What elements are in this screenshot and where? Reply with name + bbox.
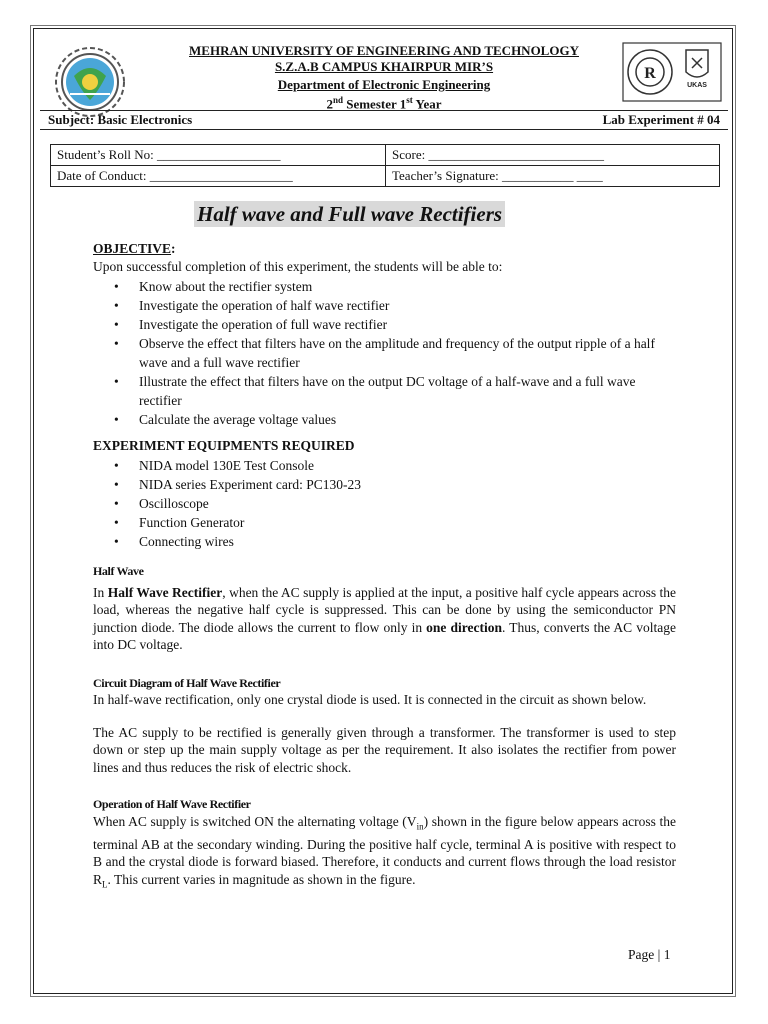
subject-label: Subject: Basic Electronics bbox=[48, 112, 193, 127]
objective-list bbox=[110, 277, 680, 429]
department-name: Department of Electronic Engineering bbox=[277, 77, 491, 92]
date-of-conduct-field[interactable]: Date of Conduct: ______________________ bbox=[51, 166, 386, 187]
svg-text:R: R bbox=[644, 65, 656, 82]
semester-line: 2nd Semester 1st Year bbox=[326, 95, 442, 112]
list-item: • Know about the rectifier system bbox=[110, 277, 680, 296]
page-number: Page | 1 bbox=[628, 947, 671, 962]
objective-heading: OBJECTIVE: bbox=[93, 241, 176, 256]
score-field[interactable]: Score: ___________________________ bbox=[386, 145, 720, 166]
header-rule-bottom bbox=[40, 129, 728, 130]
circuit-diagram-heading: Circuit Diagram of Half Wave Rectifier bbox=[93, 676, 281, 690]
half-wave-paragraph: In Half Wave Rectifier, when the AC supply is applied at the input, a positive half cycle appears across the load, whereas the negative half cycle is suppressed. This can be done by using the semiconductor PN junction diode. The diode allows the current to flow only in one direction. Thus, converts the AC voltage into DC voltage. bbox=[93, 585, 677, 652]
objective-intro: Upon successful completion of this experiment, the students will be able to: bbox=[93, 259, 503, 274]
list-item: • NIDA model 130E Test Console bbox=[110, 456, 680, 475]
campus-name: S.Z.A.B CAMPUS KHAIRPUR MIR’S bbox=[274, 59, 494, 74]
list-item: • Oscilloscope bbox=[110, 494, 680, 513]
header-rule-top bbox=[40, 110, 728, 111]
operation-paragraph: When AC supply is switched ON the alternating voltage $(V_{in})$ shown in the figure below appears across the terminal AB at the secondary winding. During the positive half cycle, terminal A is positive with respect to B and the crystal diode is forward biased. Therefore, it conducts and current flows through the load resistor $R_L$. This current varies in magnitude as shown in the figure. bbox=[93, 814, 676, 890]
list-item: • Illustrate the effect that filters have on the output DC voltage of a half-wave and a full wave rectifier bbox=[110, 372, 680, 410]
teacher-signature-field[interactable]: Teacher’s Signature: ___________ ____ bbox=[386, 166, 720, 187]
list-item: • Observe the effect that filters have on the amplitude and frequency of the output ripple of a half wave and a full wave rectifier bbox=[110, 334, 680, 372]
operation-heading: Operation of Half Wave Rectifier bbox=[93, 797, 251, 811]
list-item: • Function Generator bbox=[110, 513, 680, 532]
list-item: • Investigate the operation of full wave rectifier bbox=[110, 315, 680, 334]
list-item: • NIDA series Experiment card: PC130-23 bbox=[110, 475, 680, 494]
equipment-list bbox=[110, 456, 680, 551]
roll-no-field[interactable]: Student’s Roll No: ___________________ bbox=[51, 145, 386, 166]
circuit-diagram-paragraph-1: In half-wave rectification, only one crystal diode is used. It is connected in the circuit as shown below. bbox=[93, 692, 647, 707]
student-info-table bbox=[50, 144, 720, 187]
list-item: • Connecting wires bbox=[110, 532, 680, 551]
circuit-diagram-paragraph-2: The AC supply to be rectified is generally given through a transformer. The transformer is used to step down or step up the main supply voltage as per the requirement. It also isolates the rectifier from power lines and thus reduces the risk of electric shock. bbox=[93, 725, 676, 775]
university-name: MEHRAN UNIVERSITY OF ENGINEERING AND TECHNOLOGY bbox=[189, 43, 579, 58]
lab-experiment-number: Lab Experiment # 04 bbox=[602, 112, 720, 127]
svg-text:UKAS: UKAS bbox=[687, 82, 707, 89]
equipment-heading: EXPERIMENT EQUIPMENTS REQUIRED bbox=[93, 438, 355, 453]
half-wave-heading: Half Wave bbox=[93, 564, 144, 578]
list-item: • Investigate the operation of half wave rectifier bbox=[110, 296, 680, 315]
page-title: Half wave and Full wave Rectifiers bbox=[194, 201, 505, 227]
list-item: • Calculate the average voltage values bbox=[110, 410, 680, 429]
